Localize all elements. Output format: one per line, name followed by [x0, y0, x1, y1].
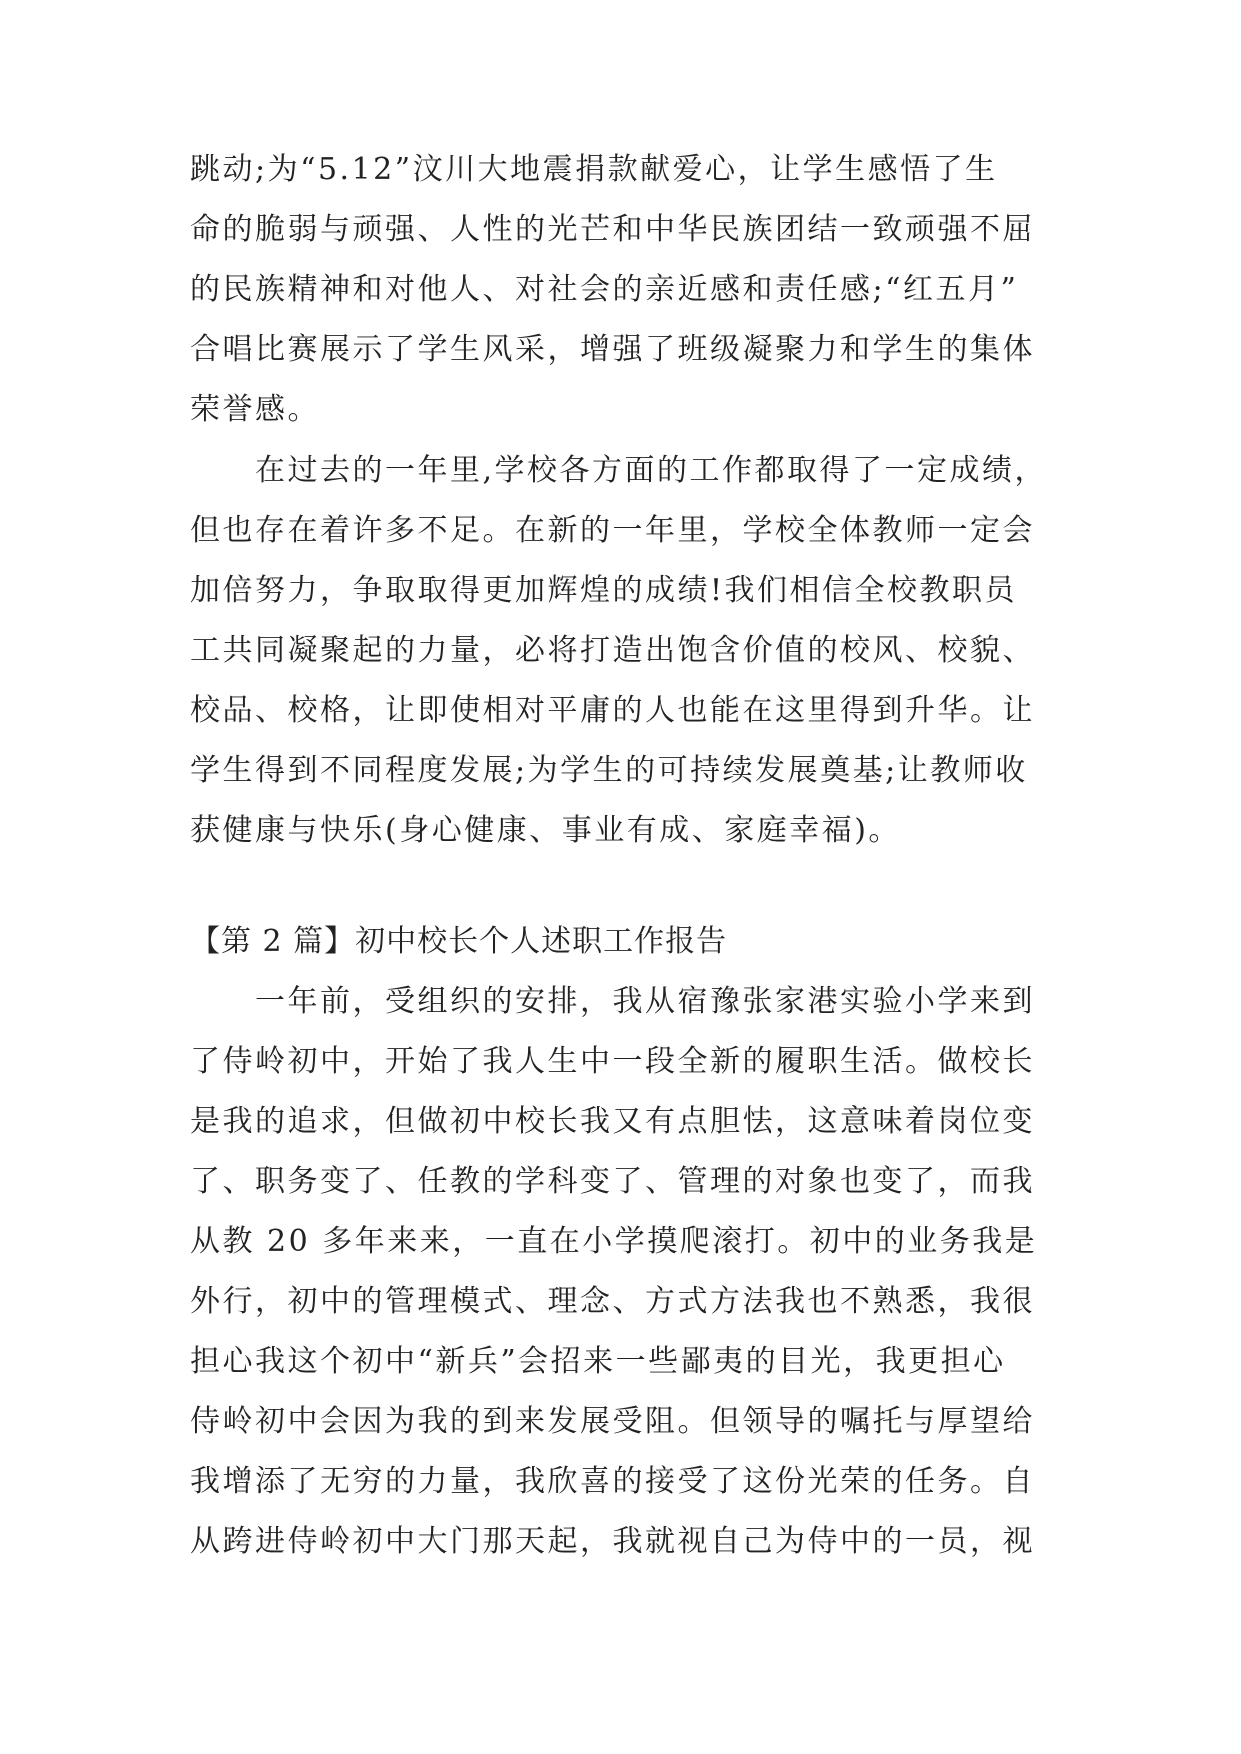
text-line: 侍岭初中会因为我的到来发展受阻。但领导的嘱托与厚望给 [190, 1404, 1035, 1439]
text-line: 校品、校格，让即使相对平庸的人也能在这里得到升华。让 [190, 693, 1035, 728]
text-line: 加倍努力，争取取得更加辉煌的成绩!我们相信全校教职员 [190, 573, 1018, 608]
text-line: 的民族精神和对他人、对社会的亲近感和责任感;“红五月” [190, 272, 1019, 307]
text-line: 学生得到不同程度发展;为学生的可持续发展奠基;让教师收 [190, 753, 1028, 788]
text-line: 从跨进侍岭初中大门那天起，我就视自己为侍中的一员，视 [190, 1524, 1035, 1559]
text-line: 工共同凝聚起的力量，必将打造出饱含价值的校风、校貌、 [190, 633, 1035, 668]
text-line: 荣誉感。 [190, 392, 320, 427]
text-line: 了、职务变了、任教的学科变了、管理的对象也变了，而我 [190, 1164, 1035, 1199]
text-line: 外行，初中的管理模式、理念、方式方法我也不熟悉，我很 [190, 1284, 1035, 1319]
text-line: 在过去的一年里,学校各方面的工作都取得了一定成绩， [255, 453, 1048, 488]
section-heading: 【第 2 篇】初中校长个人述职工作报告 [190, 924, 728, 959]
text-line: 命的脆弱与顽强、人性的光芒和中华民族团结一致顽强不屈 [190, 212, 1035, 247]
text-line: 一年前，受组织的安排，我从宿豫张家港实验小学来到 [255, 984, 1035, 1019]
text-line: 担心我这个初中“新兵”会招来一些鄙夷的目光，我更担心 [190, 1344, 1006, 1379]
text-line: 是我的追求，但做初中校长我又有点胆怯，这意味着岗位变 [190, 1104, 1035, 1139]
text-line: 了侍岭初中，开始了我人生中一段全新的履职生活。做校长 [190, 1044, 1035, 1079]
text-line: 合唱比赛展示了学生风采，增强了班级凝聚力和学生的集体 [190, 332, 1035, 367]
text-line: 我增添了无穷的力量，我欣喜的接受了这份光荣的任务。自 [190, 1464, 1035, 1499]
text-line: 跳动;为“5.12”汶川大地震捐款献爱心，让学生感悟了生 [190, 152, 998, 187]
text-line: 从教 20 多年来来，一直在小学摸爬滚打。初中的业务我是 [190, 1224, 1038, 1259]
text-line: 获健康与快乐(身心健康、事业有成、家庭幸福)。 [190, 813, 901, 848]
text-line: 但也存在着许多不足。在新的一年里，学校全体教师一定会 [190, 513, 1035, 548]
